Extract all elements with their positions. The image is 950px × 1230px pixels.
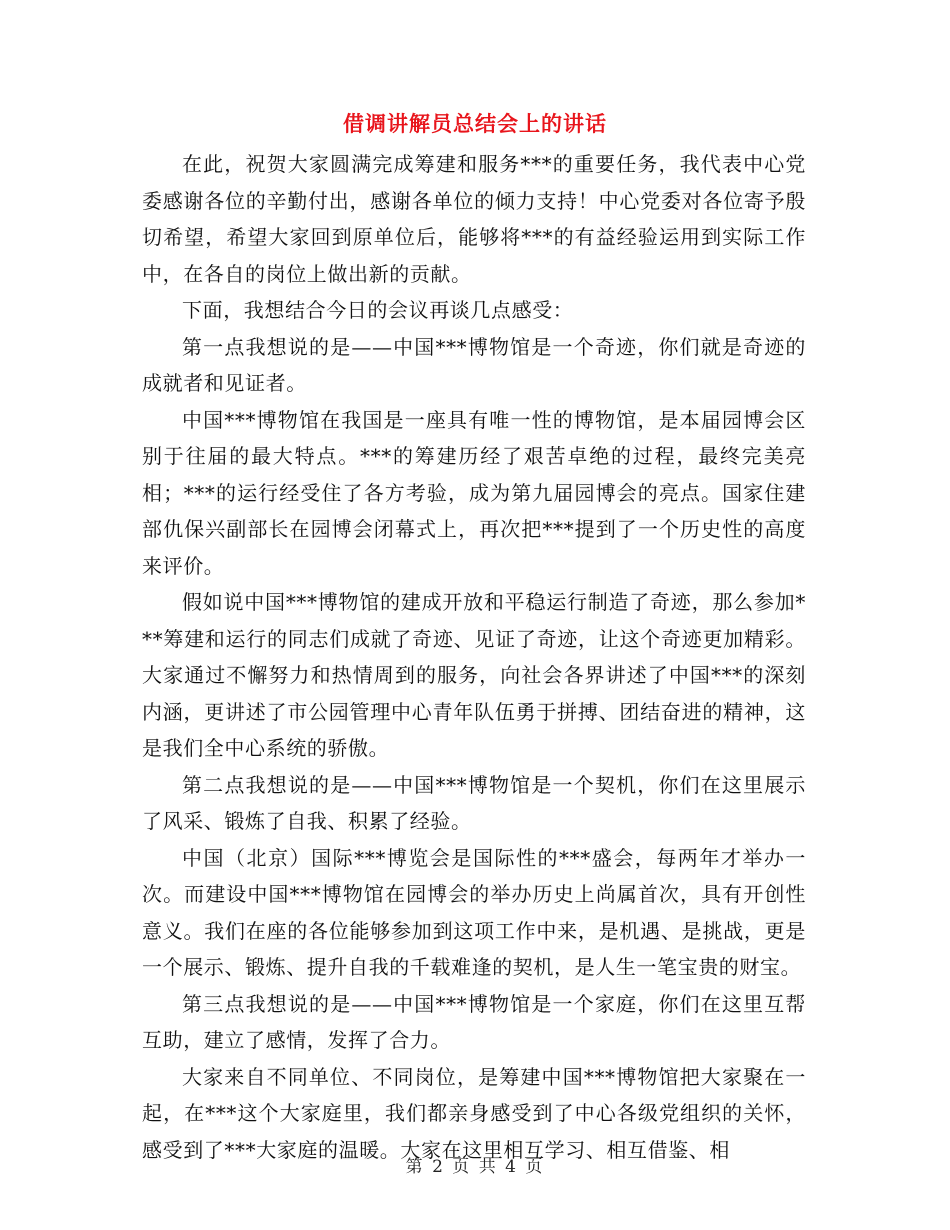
- paragraph-point-two: 第二点我想说的是——中国***博物馆是一个契机，你们在这里展示了风采、锻炼了自我、积累了经验。: [142, 772, 806, 833]
- paragraph-museum-unique: 中国***博物馆在我国是一座具有唯一性的博物馆，是本届园博会区别于往届的最大特点。***的筹建历经了艰苦卓绝的过程，最终完美亮相；***的运行经受住了各方考验，成为第九届园博会的亮点。国家住建部仇保兴副部长在园博会闭幕式上，再次把***提到了一个历史性的高度来评价。: [142, 407, 806, 578]
- document-title: 借调讲解员总结会上的讲话: [343, 111, 607, 136]
- page-number-footer: 第 2 页 共 4 页: [405, 1157, 545, 1177]
- paragraph-point-one: 第一点我想说的是——中国***博物馆是一个奇迹，你们就是奇迹的成就者和见证者。: [142, 334, 806, 395]
- paragraph-expo: 中国（北京）国际***博览会是国际性的***盛会，每两年才举办一次。而建设中国***博物馆在园博会的举办历史上尚属首次，具有开创性意义。我们在座的各位能够参加到这项工作中来，是机遇、是挑战，更是一个展示、锻炼、提升自我的千载难逢的契机，是人生一笔宝贵的财宝。: [142, 845, 806, 979]
- document-body: [142, 146, 806, 1168]
- paragraph-point-three: 第三点我想说的是——中国***博物馆是一个家庭，你们在这里互帮互助，建立了感情，发挥了合力。: [142, 991, 806, 1052]
- paragraph-family: 大家来自不同单位、不同岗位，是筹建中国***博物馆把大家聚在一起，在***这个大家庭里，我们都亲身感受到了中心各级党组织的关怀，感受到了***大家庭的温暖。大家在这里相互学习、相互借鉴、相: [142, 1064, 806, 1162]
- paragraph-intro: 下面，我想结合今日的会议再谈几点感受：: [182, 298, 574, 322]
- paragraph-congratulations: 在此，祝贺大家圆满完成筹建和服务***的重要任务，我代表中心党委感谢各位的辛勤付出，感谢各单位的倾力支持！中心党委对各位寄予殷切希望，希望大家回到原单位后，能够将***的有益经验运用到实际工作中，在各自的岗位上做出新的贡献。: [142, 152, 806, 286]
- paragraph-miracle: 假如说中国***博物馆的建成开放和平稳运行制造了奇迹，那么参加***筹建和运行的同志们成就了奇迹、见证了奇迹，让这个奇迹更加精彩。大家通过不懈努力和热情周到的服务，向社会各界讲述了中国***的深刻内涵，更讲述了市公园管理中心青年队伍勇于拼搏、团结奋进的精神，这是我们全中心系统的骄傲。: [142, 590, 806, 760]
